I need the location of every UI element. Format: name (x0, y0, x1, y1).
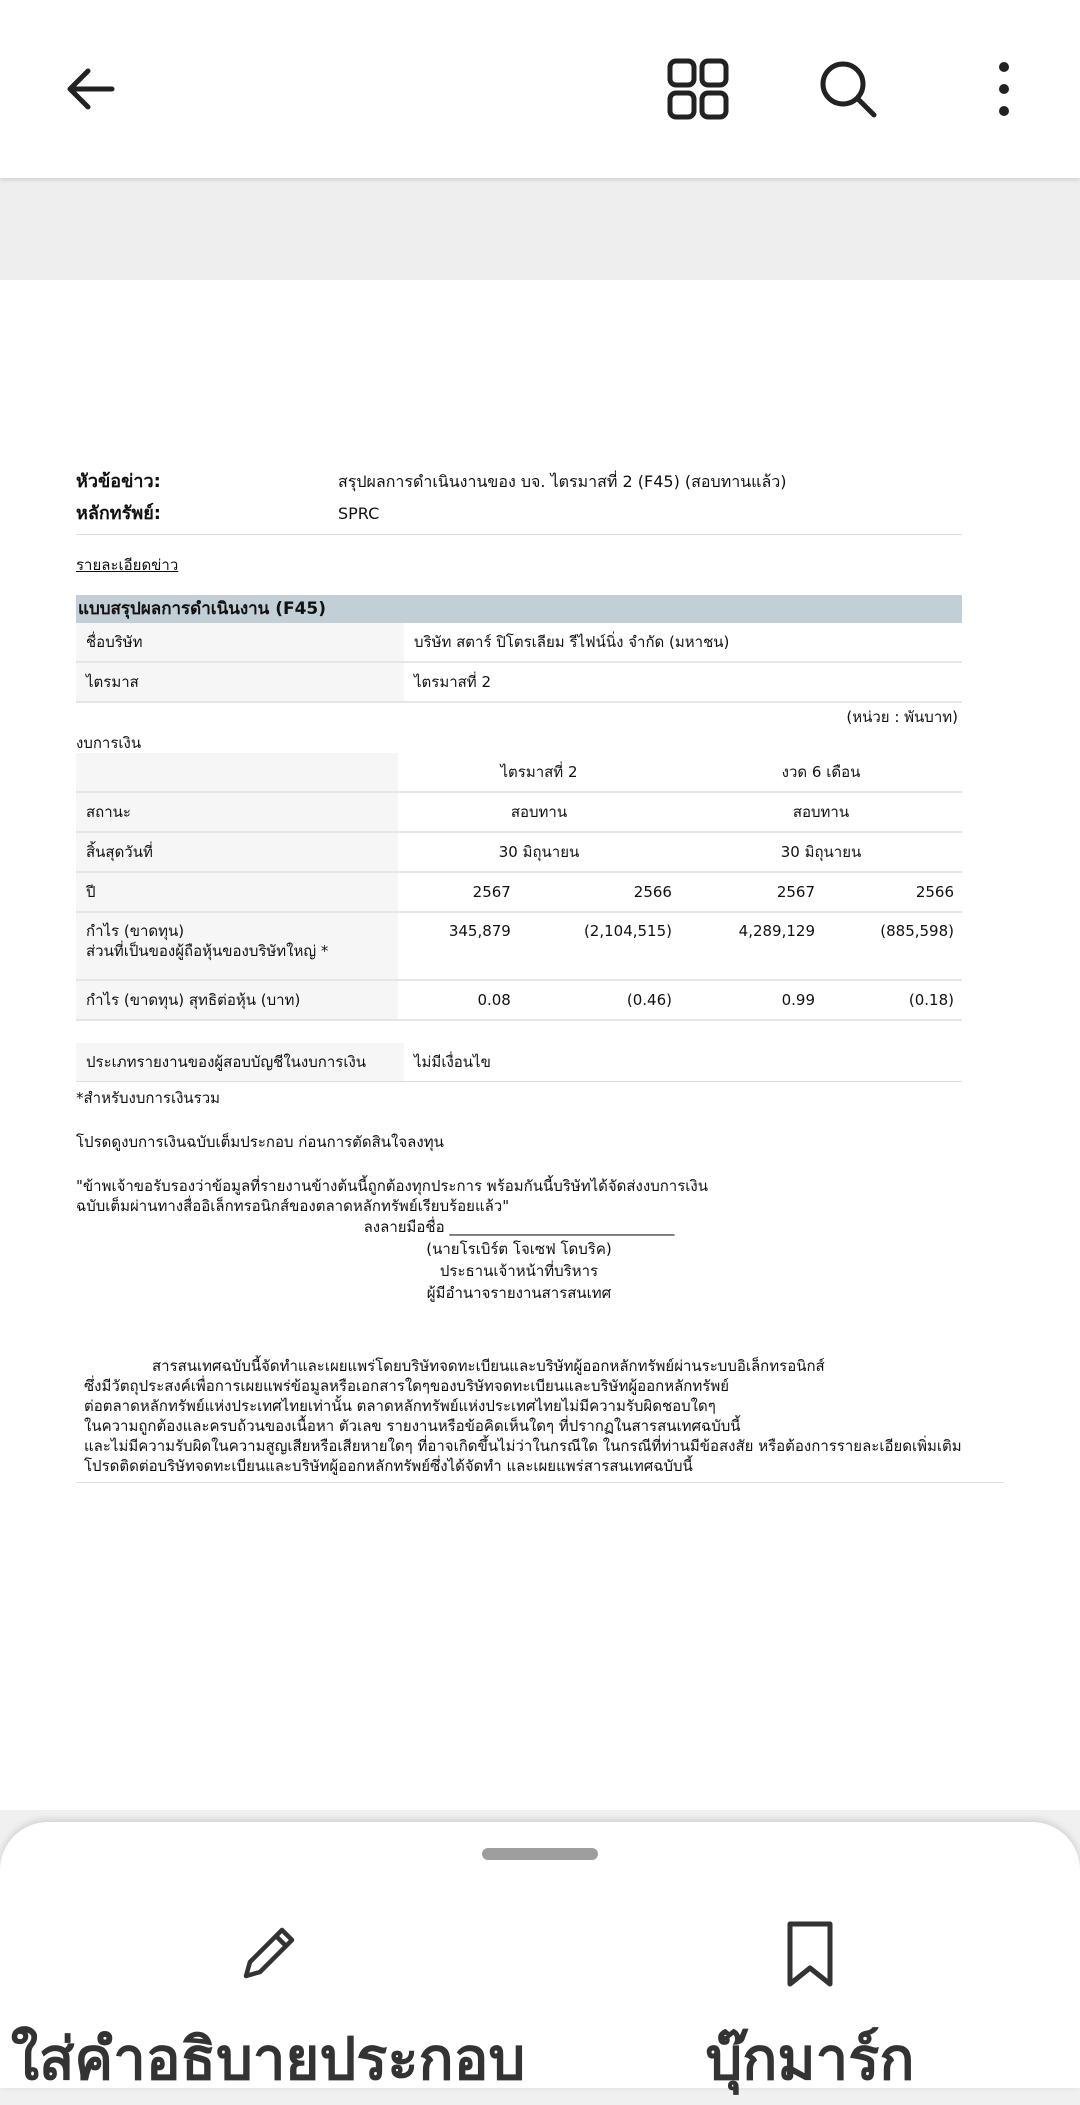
year-cell: 2566 (519, 872, 680, 912)
annotate-label: ใส่คำอธิบายประกอบ (10, 2025, 526, 2093)
app-bar (0, 0, 1080, 178)
certification-line: "ข้าพเจ้าขอรับรองว่าข้อมูลที่รายงานข้างต้นนี้ถูกต้องทุกประการ พร้อมกันนี้บริษัทได้จัดส่งงบการเงิน (76, 1177, 708, 1195)
form-title: แบบสรุปผลการดำเนินงาน (F45) (76, 595, 962, 623)
profit-cell: (2,104,515) (519, 912, 680, 980)
audit-row (76, 1043, 962, 1082)
signer-name: (นายโรเบิร์ต โจเซฟ โดบริค) (426, 1240, 612, 1258)
eps-label: กำไร (ขาดทุน) สุทธิต่อหุ้น (บาท) (76, 980, 398, 1020)
company-label: ชื่อบริษัท (76, 623, 404, 661)
status-quarter: สอบทาน (398, 792, 680, 832)
table-row (76, 912, 962, 980)
security-label: หลักทรัพย์: (76, 503, 161, 524)
document-content (76, 466, 1006, 1483)
headline-label: หัวข้อข่าว: (76, 471, 161, 492)
col-six-months: งวด 6 เดือน (680, 753, 962, 792)
bottom-sheet (0, 1822, 1080, 2093)
disclaimer-line: ต่อตลาดหลักทรัพย์แห่งประเทศไทยเท่านั้น ตลาดหลักทรัพย์แห่งประเทศไทยไม่มีความรับผิดชอบใดๆ (84, 1397, 716, 1415)
search-button[interactable] (800, 41, 896, 137)
signature-line: ลงลายมือชื่อ ______________________________ (363, 1218, 675, 1236)
disclaimer-line: ซึ่งมีวัตถุประสงค์เพื่อการเผยแพร่ข้อมูลหรือเอกสารใดๆของบริษัทจดทะเบียนและบริษัทผู้ออกหลักทรัพย์ (84, 1377, 730, 1395)
profit-cell: (885,598) (823, 912, 962, 980)
consolidated-note: *สำหรับงบการเงินรวม (76, 1089, 221, 1107)
end-date-label: สิ้นสุดวันที่ (76, 832, 398, 872)
financial-table (76, 753, 962, 1021)
company-row (76, 623, 962, 663)
table-row (76, 832, 962, 872)
company-value: บริษัท สตาร์ ปิโตรเลียม รีไฟน์นิ่ง จำกัด (มหาชน) (414, 633, 730, 651)
table-header-row (76, 753, 962, 792)
year-label: ปี (76, 872, 398, 912)
page-gap (0, 178, 1080, 280)
eps-cell: 0.08 (398, 980, 519, 1020)
audit-value: ไม่มีเงื่อนไข (414, 1053, 491, 1071)
year-cell: 2567 (680, 872, 823, 912)
grid-icon (666, 57, 730, 121)
bookmark-icon (774, 1918, 846, 1990)
pencil-icon (232, 1918, 304, 1990)
end-date-quarter: 30 มิถุนายน (398, 832, 680, 872)
disclaimer-line: โปรดติดต่อบริษัทจดทะเบียนและบริษัทผู้ออกหลักทรัพย์ซึ่งได้จัดทำ และเผยแพร่สารสนเทศฉบับนี้ (84, 1457, 693, 1475)
back-button[interactable] (42, 41, 138, 137)
audit-label: ประเภทรายงานของผู้สอบบัญชีในงบการเงิน (76, 1043, 404, 1081)
headline-row (76, 466, 1006, 498)
profit-cell: 4,289,129 (680, 912, 823, 980)
signer-authority: ผู้มีอำนาจรายงานสารสนเทศ (426, 1284, 612, 1302)
disclaimer-line: ในความถูกต้องและครบถ้วนของเนื้อหา ตัวเลข รายงานหรือข้อคิดเห็นใดๆ ที่ปรากฏในสารสนเทศฉบับนี้ (84, 1417, 741, 1435)
profit-cell: 345,879 (398, 912, 519, 980)
search-icon (816, 57, 880, 121)
profit-label (76, 912, 398, 980)
quarter-label: ไตรมาส (76, 663, 404, 701)
grid-view-button[interactable] (650, 41, 746, 137)
security-value: SPRC (338, 504, 380, 523)
financial-statement-title: งบการเงิน (76, 734, 142, 752)
eps-cell: (0.46) (519, 980, 680, 1020)
pdf-page[interactable] (0, 280, 1080, 1810)
table-row (76, 872, 962, 912)
signer-title: ประธานเจ้าหน้าที่บริหาร (439, 1262, 599, 1280)
drag-handle[interactable] (482, 1848, 598, 1860)
year-cell: 2567 (398, 872, 519, 912)
year-cell: 2566 (823, 872, 962, 912)
more-vertical-icon (994, 59, 1014, 119)
bookmark-button[interactable] (640, 1918, 980, 2105)
empty-cell (76, 753, 398, 792)
divider (76, 1482, 1004, 1483)
more-options-button[interactable] (956, 41, 1052, 137)
annotate-button[interactable] (8, 1918, 528, 2105)
profit-label-line1: กำไร (ขาดทุน) (86, 922, 185, 940)
quarter-value: ไตรมาสที่ 2 (414, 673, 492, 691)
status-label: สถานะ (76, 792, 398, 832)
col-quarter: ไตรมาสที่ 2 (398, 753, 680, 792)
certification-line: ฉบับเต็มผ่านทางสื่ออิเล็กทรอนิกส์ของตลาดหลักทรัพย์เรียบร้อยแล้ว" (76, 1197, 510, 1215)
details-link[interactable]: รายละเอียดข่าว (76, 556, 179, 574)
arrow-left-icon (60, 59, 120, 119)
original-statement-note: โปรดดูงบการเงินฉบับเต็มประกอบ ก่อนการตัดสินใจลงทุน (76, 1133, 444, 1151)
status-six-months: สอบทาน (680, 792, 962, 832)
headline-value: สรุปผลการดำเนินงานของ บจ. ไตรมาสที่ 2 (F45) (สอบทานแล้ว) (338, 472, 787, 491)
table-row (76, 792, 962, 832)
disclaimer-line: และไม่มีความรับผิดในความสูญเสียหรือเสียหายใดๆ ที่อาจเกิดขึ้นไม่ว่าในกรณีใด ในกรณีที่ท่านมีข้อสงสัย หรือต้องการรายละเอียดเพิ่มเติม (84, 1437, 962, 1455)
quarter-row (76, 663, 962, 703)
bookmark-label: บุ๊กมาร์ก (705, 2025, 915, 2093)
eps-cell: 0.99 (680, 980, 823, 1020)
security-row (76, 498, 1006, 530)
end-date-six-months: 30 มิถุนายน (680, 832, 962, 872)
signature-block (76, 1216, 962, 1304)
disclaimer (76, 1356, 1006, 1476)
divider (76, 534, 962, 535)
profit-label-line2: ส่วนที่เป็นของผู้ถือหุ้นของบริษัทใหญ่ * (86, 942, 329, 960)
table-row (76, 980, 962, 1020)
eps-cell: (0.18) (823, 980, 962, 1020)
unit-note: (หน่วย : พันบาท) (846, 708, 958, 726)
disclaimer-line: สารสนเทศฉบับนี้จัดทำและเผยแพร่โดยบริษัทจดทะเบียนและบริษัทผู้ออกหลักทรัพย์ผ่านระบบอิเล็กทรอนิกส์ (152, 1357, 825, 1375)
